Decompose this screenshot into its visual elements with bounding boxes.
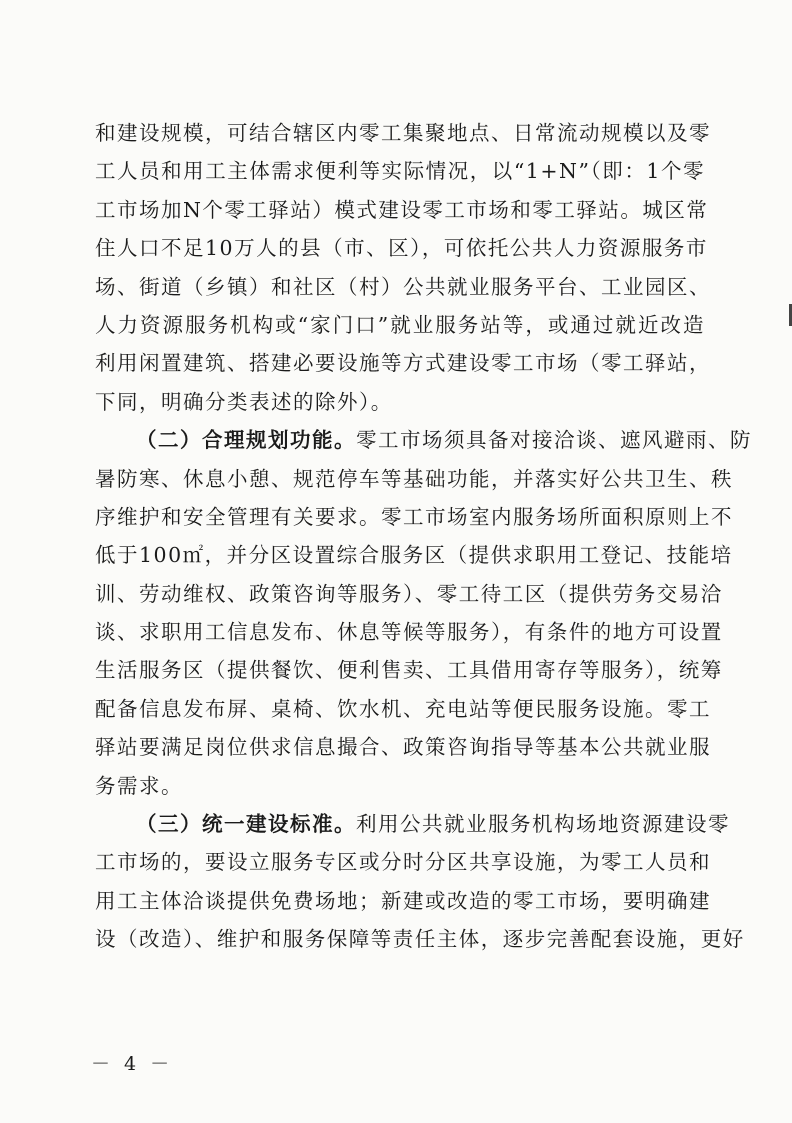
text-line: 住人口不足10万人的县（市、区），可依托公共人力资源服务市 [95,236,708,261]
text-line: 暑防寒、休息小憩、规范停车等基础功能，并落实好公共卫生、秩 [95,466,733,491]
section-3-heading: （三）统一建设标准。 [136,812,356,837]
text-line: 谈、求职用工信息发布、休息等候等服务），有条件的地方可设置 [95,620,723,645]
text-line: 生活服务区（提供餐饮、便利售卖、工具借用寄存等服务），统筹 [95,658,723,683]
text-line: 下同，明确分类表述的除外）。 [95,389,393,414]
section-2-lead-text: 零工市场须具备对接洽谈、遮风避雨、防 [356,428,752,453]
page-number: － 4 － [91,1053,174,1075]
text-line: 场、街道（乡镇）和社区（村）公共就业服务平台、工业园区、 [95,274,711,299]
text-line: 序维护和安全管理有关要求。零工市场室内服务场所面积原则上不 [95,504,733,529]
text-line: 训、劳动维权、政策咨询等服务）、零工待工区（提供劳务交易洽 [95,581,723,606]
text-line: 工人员和用工主体需求便利等实际情况，以“1+N”（即：1个零 [95,159,705,184]
text-line: 用工主体洽谈提供免费场地；新建或改造的零工市场，要明确建 [95,888,711,913]
section-2-heading: （二）合理规划功能。 [136,428,356,453]
text-line: 务需求。 [95,773,183,798]
text-line: 人力资源服务机构或“家门口”就业服务站等，或通过就近改造 [95,312,705,337]
text-line: 工市场加N个零工驿站）模式建设零工市场和零工驿站。城区常 [95,197,709,222]
text-line: 驿站要满足岗位供求信息撮合、政策咨询指导等基本公共就业服 [95,735,711,760]
text-line: 配备信息发布屏、桌椅、饮水机、充电站等便民服务设施。零工 [95,696,711,721]
body-text [95,114,752,959]
section-3-lead-text: 利用公共就业服务机构场地资源建设零 [356,812,730,837]
text-line: 低于100㎡，并分区设置综合服务区（提供求职用工登记、技能培 [95,543,733,568]
section-2-first-line [95,421,752,459]
text-line: 利用闲置建筑、搭建必要设施等方式建设零工市场（零工驿站， [95,351,711,376]
text-line: 工市场的，要设立服务专区或分时分区共享设施，为零工人员和 [95,850,711,875]
text-line: 设（改造）、维护和服务保障等责任主体，逐步完善配套设施，更好 [95,927,745,952]
text-line: 和建设规模，可结合辖区内零工集聚地点、日常流动规模以及零 [95,121,711,145]
section-3-first-line [95,805,730,843]
